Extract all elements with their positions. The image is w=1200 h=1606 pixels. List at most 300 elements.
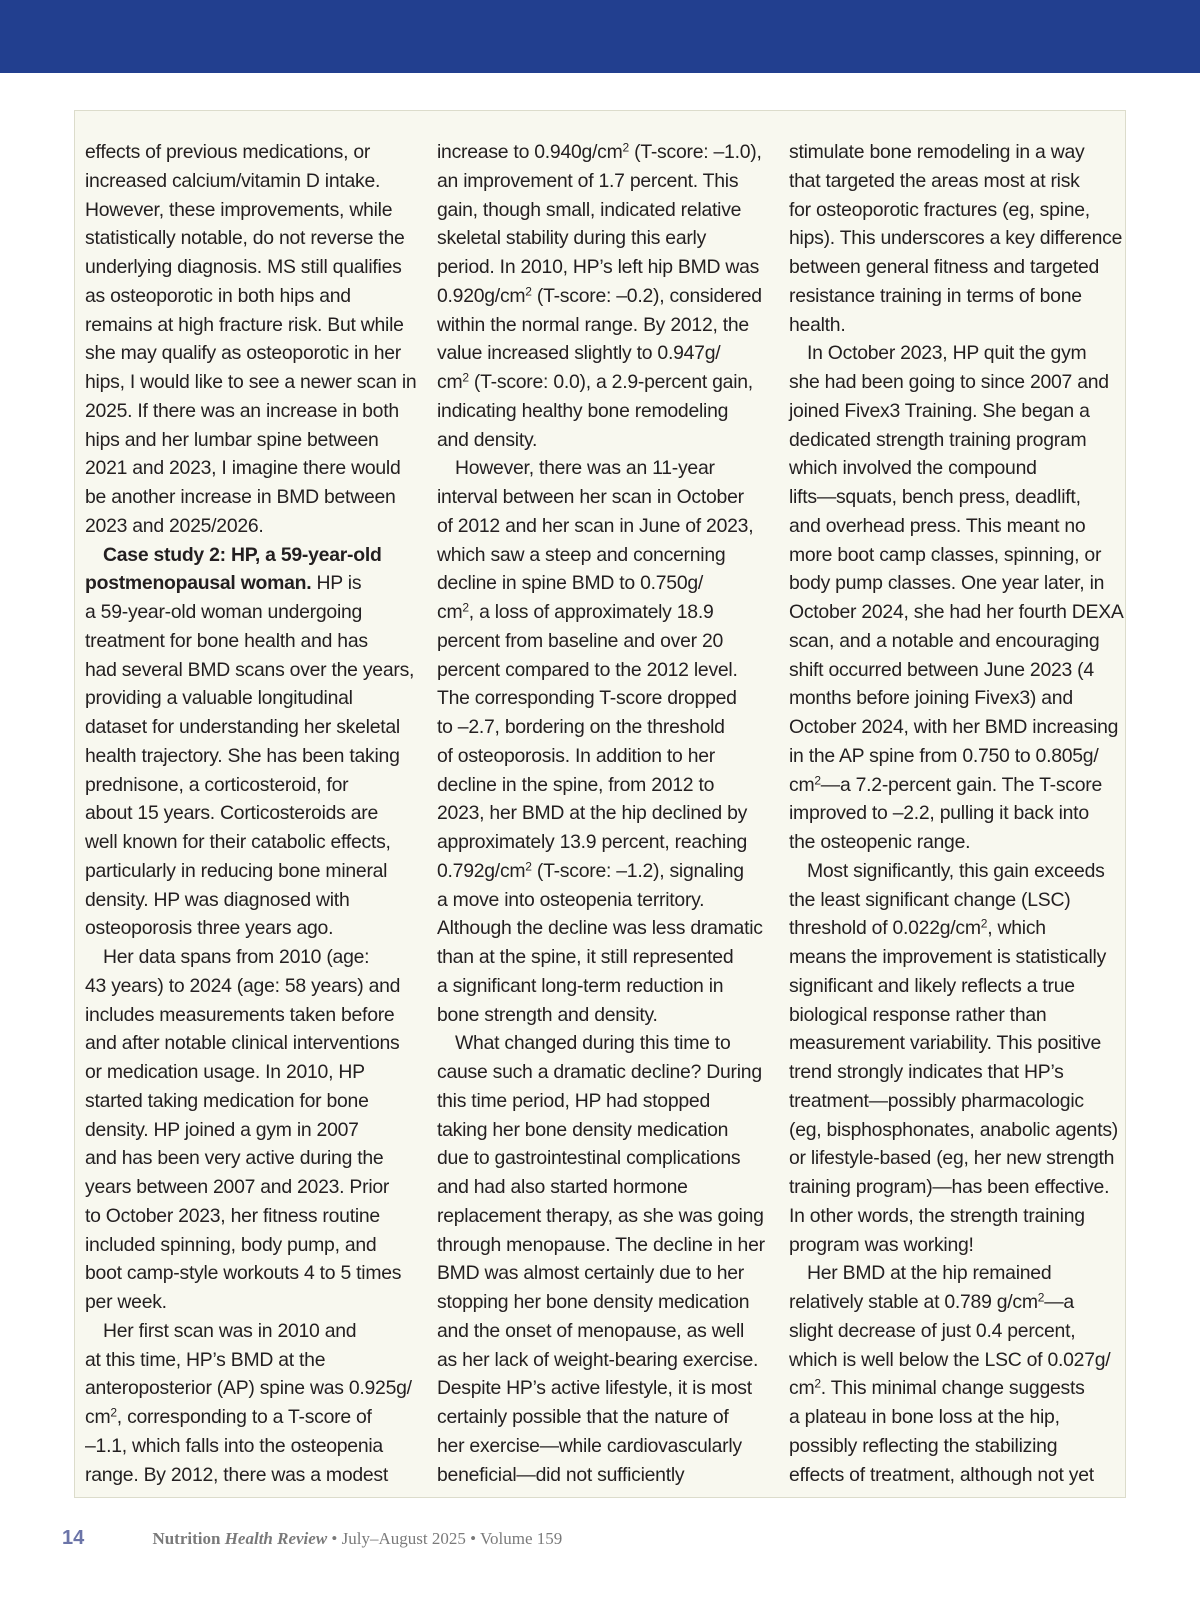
text-line	[789, 368, 1119, 397]
line-text: increase to 0.940g/cm	[437, 141, 623, 163]
text-line	[437, 1087, 767, 1116]
text-line	[789, 1317, 1119, 1346]
superscript: 2	[462, 600, 469, 615]
page-number: 14	[62, 1527, 85, 1549]
line-text-continued: (T-score: –1.0),	[628, 141, 762, 163]
line-text: and had also started hormone	[437, 1176, 688, 1198]
text-line	[789, 1288, 1119, 1317]
text-line	[85, 1403, 415, 1432]
text-line	[85, 1259, 415, 1288]
line-text: dataset for understanding her skeletal	[85, 716, 400, 738]
line-text: joined Fivex3 Training. She began a	[789, 399, 1090, 422]
line-text: months before joining Fivex3) and	[789, 687, 1073, 710]
line-text: effects of treatment, although not yet	[789, 1463, 1094, 1486]
text-line	[85, 311, 415, 340]
text-line	[437, 1374, 767, 1403]
text-line	[85, 1346, 415, 1375]
line-text: beneficial—did not sufficiently	[437, 1463, 685, 1486]
text-line	[437, 138, 767, 167]
line-text: the least significant change (LSC)	[789, 888, 1071, 911]
text-line	[85, 368, 415, 397]
line-text: Her data spans from 2010 (age:	[103, 946, 370, 968]
line-text: be another increase in BMD between	[85, 486, 396, 508]
text-line	[789, 1058, 1119, 1087]
line-text: 2021 and 2023, I imagine there would	[85, 457, 401, 480]
text-line	[85, 1001, 415, 1030]
text-line	[85, 1029, 415, 1058]
line-text: or medication usage. In 2010, HP	[85, 1061, 365, 1083]
text-line	[789, 196, 1119, 225]
line-text: shift occurred between June 2023 (4	[789, 658, 1094, 681]
text-line	[789, 627, 1119, 656]
line-text: providing a valuable longitudinal	[85, 687, 353, 710]
text-line	[437, 886, 767, 915]
text-line	[437, 943, 767, 972]
text-line	[789, 138, 1119, 167]
line-text-continued: (T-score: –0.2), considered	[531, 284, 762, 307]
line-text: to October 2023, her fitness routine	[85, 1204, 380, 1227]
text-line	[789, 282, 1119, 311]
text-line	[789, 541, 1119, 570]
line-text: Although the decline was less dramatic	[437, 917, 763, 940]
text-line	[437, 742, 767, 771]
text-line	[437, 1432, 767, 1461]
journal-name-italic: Health Review	[224, 1529, 328, 1548]
text-line	[85, 598, 415, 627]
line-text: cm	[437, 371, 463, 393]
line-text: 0.920g/cm	[437, 284, 526, 307]
line-text: density. HP was diagnosed with	[85, 888, 350, 911]
superscript: 2	[462, 370, 469, 385]
line-text: includes measurements taken before	[85, 1003, 395, 1026]
text-line	[85, 828, 415, 857]
line-text: (eg, bisphosphonates, anabolic agents)	[789, 1118, 1118, 1141]
line-text: and overhead press. This meant no	[789, 514, 1086, 537]
line-text-continued: —a 7.2-percent gain. The T-score	[820, 773, 1103, 796]
line-text: had several BMD scans over the years,	[85, 658, 415, 681]
line-text: as osteoporotic in both hips and	[85, 284, 351, 307]
line-text: replacement therapy, as she was going	[437, 1204, 764, 1227]
text-line	[437, 914, 767, 943]
text-line	[85, 339, 415, 368]
line-text: increased calcium/vitamin D intake.	[85, 169, 381, 192]
text-line	[437, 512, 767, 541]
journal-name: Nutrition	[152, 1529, 225, 1548]
line-text: hips). This underscores a key difference	[789, 227, 1123, 250]
text-line	[437, 656, 767, 685]
text-line	[437, 1317, 767, 1346]
text-line	[85, 541, 415, 570]
text-line	[85, 799, 415, 828]
text-line	[85, 454, 415, 483]
text-line	[85, 914, 415, 943]
line-text: What changed during this time to	[455, 1032, 731, 1055]
line-text: measurement variability. This positive	[789, 1032, 1102, 1055]
line-text: stopping her bone density medication	[437, 1291, 750, 1313]
line-text: an improvement of 1.7 percent. This	[437, 169, 739, 192]
line-text: within the normal range. By 2012, the	[437, 313, 749, 336]
line-text: resistance training in terms of bone	[789, 284, 1082, 307]
line-text: taking her bone density medication	[437, 1118, 729, 1141]
line-text: osteoporosis three years ago.	[85, 917, 334, 940]
line-text: more boot camp classes, spinning, or	[789, 543, 1102, 566]
text-line	[437, 1403, 767, 1432]
line-text: per week.	[85, 1291, 167, 1313]
bold-heading-text: postmenopausal woman.	[85, 572, 312, 595]
line-text: of osteoporosis. In addition to her	[437, 744, 715, 767]
line-text: years between 2007 and 2023. Prior	[85, 1176, 390, 1198]
line-text: underlying diagnosis. MS still qualifies	[85, 256, 402, 278]
line-text: started taking medication for bone	[85, 1089, 369, 1112]
line-text: October 2024, with her BMD increasing	[789, 716, 1119, 738]
text-line	[789, 972, 1119, 1001]
line-text: certainly possible that the nature of	[437, 1406, 729, 1428]
line-text: statistically notable, do not reverse the	[85, 227, 405, 250]
line-text: and density.	[437, 428, 538, 451]
line-text: program was working!	[789, 1233, 974, 1256]
line-text: 2025. If there was an increase in both	[85, 399, 399, 422]
text-line	[789, 771, 1119, 800]
text-line	[789, 713, 1119, 742]
line-text: or lifestyle-based (eg, her new strength	[789, 1147, 1115, 1170]
text-line	[437, 397, 767, 426]
line-text: The corresponding T-score dropped	[437, 687, 737, 710]
line-text: relatively stable at 0.789 g/cm	[789, 1291, 1038, 1313]
line-text: decline in the spine, from 2012 to	[437, 773, 715, 796]
superscript: 2	[622, 140, 629, 155]
text-line	[789, 828, 1119, 857]
line-text: particularly in reducing bone mineral	[85, 859, 388, 882]
text-line	[437, 857, 767, 886]
text-line	[85, 1087, 415, 1116]
line-text: her exercise—while cardiovascularly	[437, 1434, 742, 1457]
line-text: cm	[85, 1406, 111, 1428]
text-line	[789, 167, 1119, 196]
line-text: through menopause. The decline in her	[437, 1233, 765, 1256]
text-line	[85, 742, 415, 771]
line-text: stimulate bone remodeling in a way	[789, 141, 1085, 163]
line-text: range. By 2012, there was a modest	[85, 1463, 389, 1486]
text-line	[789, 339, 1119, 368]
line-text: approximately 13.9 percent, reaching	[437, 831, 748, 853]
text-line	[789, 1374, 1119, 1403]
line-text: boot camp-style workouts 4 to 5 times	[85, 1262, 402, 1285]
line-text: percent from baseline and over 20	[437, 629, 724, 652]
text-line	[437, 1173, 767, 1202]
line-text: HP is	[311, 572, 362, 595]
line-text: anteroposterior (AP) spine was 0.925g/	[85, 1377, 412, 1400]
line-text: remains at high fracture risk. But while	[85, 313, 404, 336]
text-line	[437, 799, 767, 828]
line-text: and has been very active during the	[85, 1147, 384, 1170]
line-text: cm	[789, 773, 815, 796]
line-text: training program)—has been effective.	[789, 1176, 1110, 1198]
line-text-continued: , which	[987, 917, 1046, 940]
line-text: Most significantly, this gain exceeds	[807, 859, 1105, 882]
text-line	[789, 857, 1119, 886]
text-line	[85, 1317, 415, 1346]
text-column-3	[789, 138, 1124, 1489]
line-text: trend strongly indicates that HP’s	[789, 1061, 1064, 1083]
line-text: that targeted the areas most at risk	[789, 169, 1080, 192]
line-text: a 59-year-old woman undergoing	[85, 601, 363, 623]
line-text-continued: . This minimal change suggests	[820, 1377, 1085, 1400]
superscript: 2	[814, 772, 821, 787]
line-text: value increased slightly to 0.947g/	[437, 342, 721, 365]
text-line	[85, 1432, 415, 1461]
line-text: skeletal stability during this early	[437, 227, 707, 250]
text-line	[85, 656, 415, 685]
text-line	[437, 339, 767, 368]
text-line	[85, 253, 415, 282]
text-line	[437, 598, 767, 627]
line-text: as her lack of weight-bearing exercise.	[437, 1348, 759, 1371]
text-line	[789, 1029, 1119, 1058]
text-line	[789, 684, 1119, 713]
line-text: a move into osteopenia territory.	[437, 888, 705, 911]
line-text: than at the spine, it still represented	[437, 946, 734, 968]
text-line	[437, 828, 767, 857]
text-line	[437, 1116, 767, 1145]
line-text: included spinning, body pump, and	[85, 1233, 377, 1256]
text-line	[437, 684, 767, 713]
text-line	[437, 282, 767, 311]
line-text: 2023, her BMD at the hip declined by	[437, 802, 748, 825]
line-text: 43 years) to 2024 (age: 58 years) and	[85, 974, 401, 997]
line-text: However, there was an 11-year	[455, 457, 715, 480]
text-line	[437, 253, 767, 282]
text-line	[789, 742, 1119, 771]
text-line	[437, 541, 767, 570]
line-text: effects of previous medications, or	[85, 141, 371, 163]
text-line	[789, 943, 1119, 972]
line-text: possibly reflecting the stabilizing	[789, 1434, 1058, 1457]
text-column-2	[437, 138, 767, 1489]
text-line	[789, 483, 1119, 512]
text-line	[437, 713, 767, 742]
text-line	[789, 799, 1119, 828]
line-text: interval between her scan in October	[437, 486, 744, 508]
line-text: this time period, HP had stopped	[437, 1089, 710, 1112]
line-text: cm	[789, 1377, 815, 1400]
text-line	[789, 598, 1124, 627]
line-text: in the AP spine from 0.750 to 0.805g/	[789, 744, 1099, 767]
line-text: gain, though small, indicated relative	[437, 198, 742, 221]
line-text: between general fitness and targeted	[789, 256, 1100, 278]
text-line	[85, 196, 415, 225]
line-text: biological response rather than	[789, 1003, 1047, 1026]
text-line	[789, 914, 1119, 943]
line-text: bone strength and density.	[437, 1003, 658, 1026]
text-line	[85, 1058, 415, 1087]
text-line	[85, 713, 415, 742]
line-text: which involved the compound	[789, 457, 1037, 480]
text-line	[437, 569, 767, 598]
superscript: 2	[980, 916, 988, 931]
line-text: hips, I would like to see a newer scan in	[85, 371, 417, 393]
line-text: the osteopenic range.	[789, 831, 971, 853]
text-line	[437, 426, 767, 455]
text-line	[789, 1087, 1119, 1116]
line-text: In October 2023, HP quit the gym	[807, 342, 1087, 365]
line-text: she may qualify as osteoporotic in her	[85, 342, 402, 365]
line-text: dedicated strength training program	[789, 428, 1087, 451]
line-text: 0.792g/cm	[437, 859, 526, 882]
text-line	[437, 1259, 767, 1288]
text-line	[789, 311, 1119, 340]
header-color-band	[0, 0, 1200, 73]
text-line	[437, 196, 767, 225]
page-footer	[62, 1523, 562, 1553]
text-line	[85, 224, 415, 253]
text-line	[85, 1231, 415, 1260]
text-line	[437, 771, 767, 800]
line-text: hips and her lumbar spine between	[85, 428, 379, 451]
text-line	[85, 943, 415, 972]
text-line	[85, 886, 415, 915]
text-line	[437, 1288, 767, 1317]
line-text: which saw a steep and concerning	[437, 543, 726, 566]
line-text: she had been going to since 2007 and	[789, 371, 1109, 393]
text-line	[85, 972, 415, 1001]
line-text-continued: —a	[1044, 1291, 1074, 1313]
text-line	[789, 1001, 1119, 1030]
superscript: 2	[525, 859, 532, 874]
bold-heading-text: Case study 2: HP, a 59-year-old	[103, 543, 382, 566]
text-line	[85, 138, 415, 167]
line-text: BMD was almost certainly due to her	[437, 1262, 745, 1285]
line-text: to –2.7, bordering on the threshold	[437, 716, 725, 738]
text-line	[437, 1058, 767, 1087]
line-text: October 2024, she had her fourth DEXA	[789, 601, 1124, 623]
line-text-continued: , corresponding to a T-score of	[116, 1406, 372, 1428]
text-line	[789, 886, 1119, 915]
line-text: cm	[437, 601, 463, 623]
text-line	[437, 627, 767, 656]
text-line	[85, 1461, 415, 1490]
text-line	[437, 454, 767, 483]
text-line	[437, 483, 767, 512]
line-text: health.	[789, 313, 846, 336]
text-line	[789, 569, 1119, 598]
text-line	[789, 426, 1119, 455]
line-text: period. In 2010, HP’s left hip BMD was	[437, 256, 760, 278]
line-text: Despite HP’s active lifestyle, it is most	[437, 1377, 752, 1400]
line-text: threshold of 0.022g/cm	[789, 917, 981, 940]
text-line	[437, 311, 767, 340]
text-line	[437, 1346, 767, 1375]
text-line	[85, 771, 415, 800]
line-text: Her BMD at the hip remained	[807, 1262, 1052, 1285]
superscript: 2	[110, 1405, 117, 1420]
text-line	[789, 1461, 1119, 1490]
text-line	[789, 253, 1119, 282]
line-text: improved to –2.2, pulling it back into	[789, 802, 1089, 825]
text-line	[85, 167, 415, 196]
text-line	[85, 1202, 415, 1231]
text-line	[789, 1403, 1119, 1432]
text-line	[85, 569, 415, 598]
text-line	[85, 1116, 415, 1145]
text-line	[85, 1374, 415, 1403]
line-text: cause such a dramatic decline? During	[437, 1061, 762, 1083]
line-text: density. HP joined a gym in 2007	[85, 1118, 359, 1141]
text-line	[789, 1259, 1119, 1288]
text-line	[789, 397, 1119, 426]
text-line	[789, 1202, 1119, 1231]
line-text: In other words, the strength training	[789, 1204, 1085, 1227]
text-line	[85, 483, 415, 512]
line-text: 2023 and 2025/2026.	[85, 514, 264, 537]
text-line	[437, 1144, 767, 1173]
text-line	[85, 1173, 415, 1202]
text-line	[437, 972, 767, 1001]
line-text: treatment—possibly pharmacologic	[789, 1089, 1084, 1112]
line-text: percent compared to the 2012 level.	[437, 658, 738, 681]
text-line	[437, 167, 767, 196]
superscript: 2	[814, 1376, 821, 1391]
line-text: a significant long-term reduction in	[437, 974, 724, 997]
text-line	[789, 1432, 1119, 1461]
text-line	[85, 1288, 415, 1317]
text-line	[437, 1202, 767, 1231]
text-line	[437, 1029, 767, 1058]
line-text: body pump classes. One year later, in	[789, 572, 1105, 595]
superscript: 2	[525, 284, 532, 299]
text-line	[85, 512, 415, 541]
line-text: indicating healthy bone remodeling	[437, 399, 729, 422]
line-text: significant and likely reflects a true	[789, 974, 1075, 997]
text-line	[789, 512, 1119, 541]
text-line	[85, 857, 415, 886]
line-text-continued: , a loss of approximately 18.9	[468, 601, 714, 623]
line-text: for osteoporotic fractures (eg, spine,	[789, 198, 1090, 221]
line-text: means the improvement is statistically	[789, 946, 1107, 968]
text-line	[85, 397, 415, 426]
text-line	[789, 656, 1119, 685]
issue-info: • July–August 2025 • Volume 159	[327, 1529, 563, 1548]
line-text: –1.1, which falls into the osteopenia	[85, 1434, 383, 1457]
text-line	[85, 426, 415, 455]
text-line	[85, 282, 415, 311]
line-text: Her first scan was in 2010 and	[103, 1319, 357, 1342]
text-line	[85, 627, 415, 656]
line-text: prednisone, a corticosteroid, for	[85, 773, 349, 796]
line-text: scan, and a notable and encouraging	[789, 629, 1100, 652]
line-text: slight decrease of just 0.4 percent,	[789, 1319, 1076, 1342]
line-text: and the onset of menopause, as well	[437, 1319, 745, 1342]
text-line	[437, 368, 767, 397]
text-line	[437, 1001, 767, 1030]
text-line	[437, 1231, 767, 1260]
line-text-continued: (T-score: 0.0), a 2.9-percent gain,	[468, 371, 753, 393]
text-line	[789, 1116, 1119, 1145]
text-line	[789, 1231, 1119, 1260]
line-text: and after notable clinical interventions	[85, 1032, 400, 1055]
line-text: a plateau in bone loss at the hip,	[789, 1406, 1060, 1428]
text-line	[789, 454, 1119, 483]
text-line	[437, 224, 767, 253]
text-line	[85, 1144, 415, 1173]
line-text: due to gastrointestinal complications	[437, 1147, 741, 1170]
line-text: well known for their catabolic effects,	[85, 831, 391, 853]
line-text: health trajectory. She has been taking	[85, 744, 400, 767]
text-line	[789, 224, 1123, 253]
line-text-continued: (T-score: –1.2), signaling	[531, 859, 744, 882]
text-line	[789, 1173, 1119, 1202]
line-text: about 15 years. Corticosteroids are	[85, 802, 379, 825]
line-text: treatment for bone health and has	[85, 629, 368, 652]
